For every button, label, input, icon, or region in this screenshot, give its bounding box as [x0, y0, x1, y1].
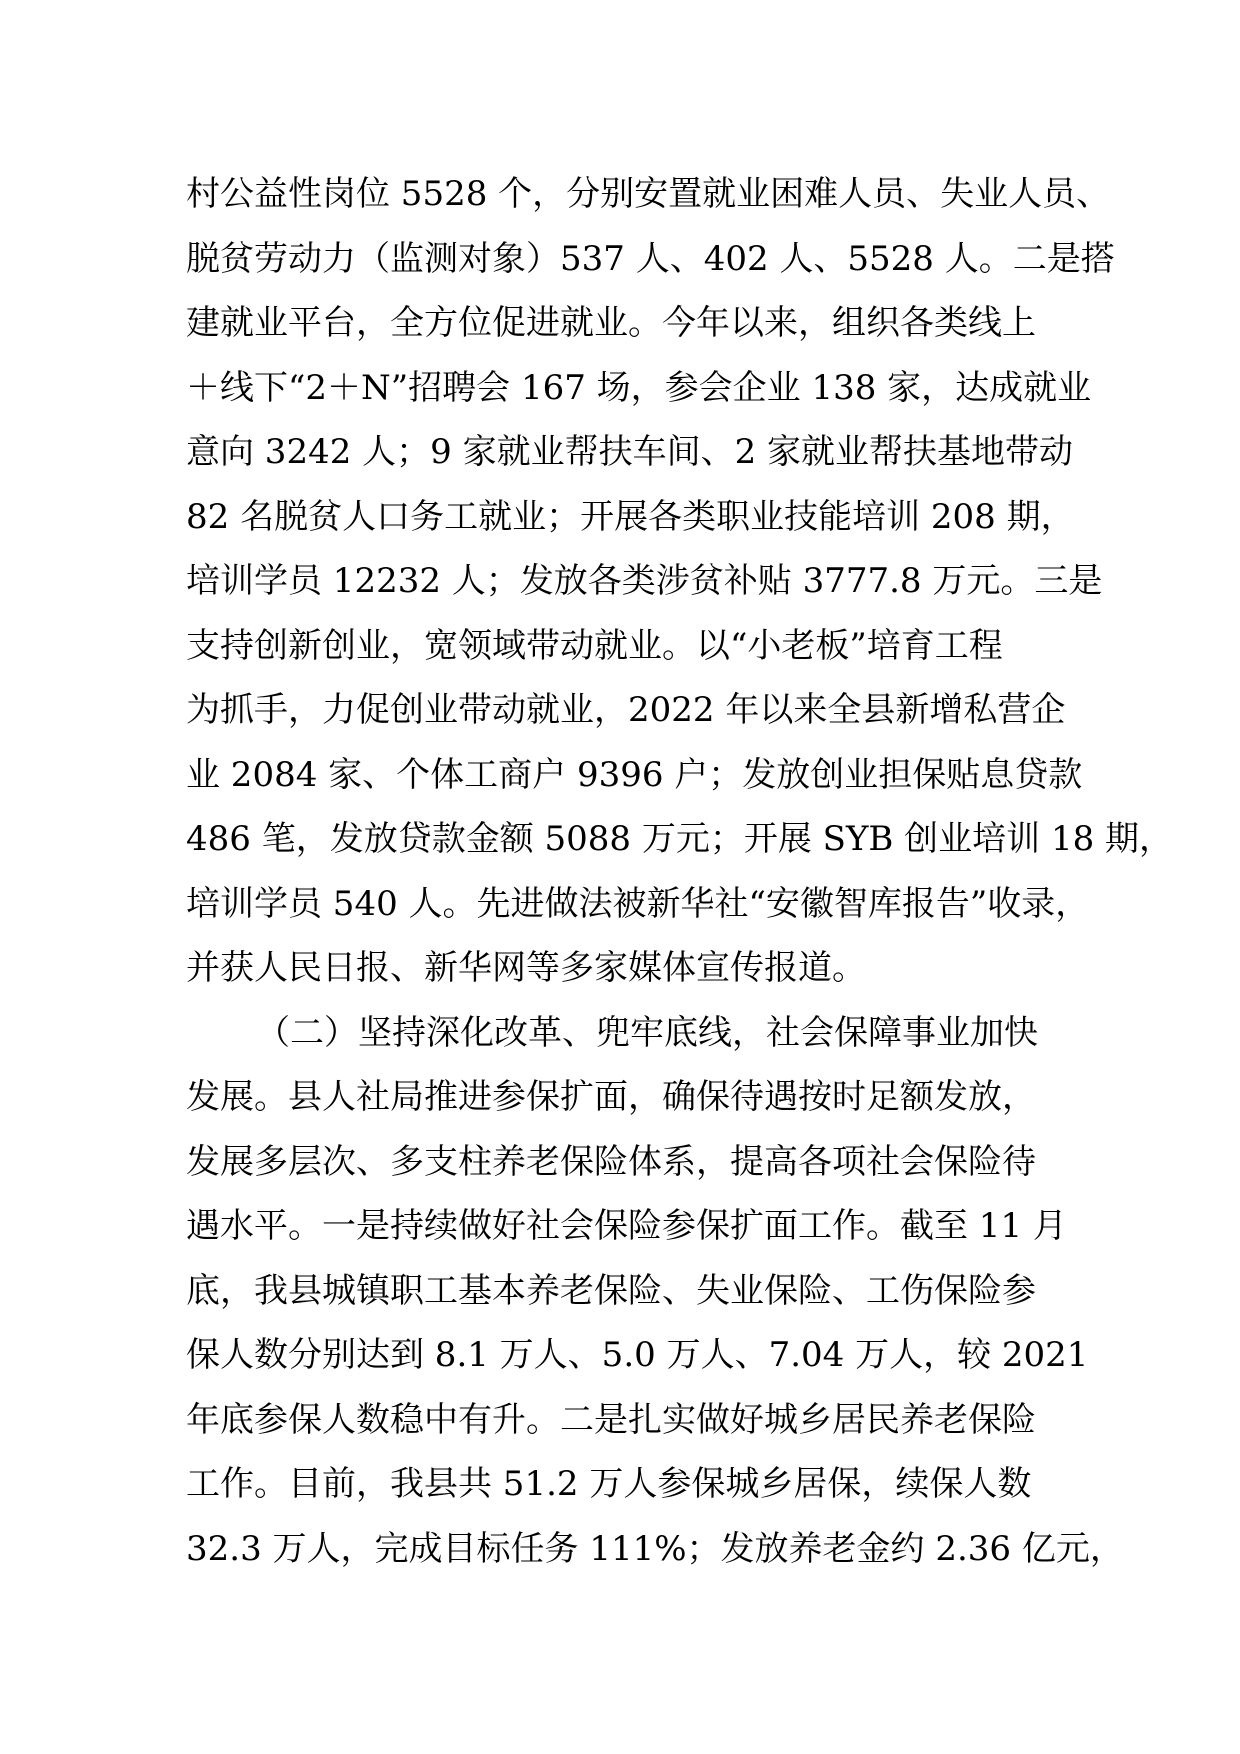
- text-line: 486 笔，发放贷款金额 5088 万元；开展 SYB 创业培训 18 期，: [186, 819, 1174, 859]
- text-line: 村公益性岗位 5528 个，分别安置就业困难人员、失业人员、: [186, 174, 1111, 214]
- text-line: 业 2084 家、个体工商户 9396 户；发放创业担保贴息贷款: [186, 754, 1083, 795]
- text-line: 发展多层次、多支柱养老保险体系，提高各项社会保险待: [186, 1141, 1036, 1182]
- text-line: 培训学员 12232 人；发放各类涉贫补贴 3777.8 万元。三是: [186, 561, 1103, 601]
- text-line: 建就业平台，全方位促进就业。今年以来，组织各类线上: [186, 303, 1036, 343]
- section-heading-line: （二）坚持深化改革、兜牢底线，社会保障事业加快: [256, 1012, 1038, 1053]
- text-line: 遇水平。一是持续做好社会保险参保扩面工作。截至 11 月: [186, 1206, 1067, 1246]
- text-line: 支持创新创业，宽领域带动就业。以“小老板”培育工程: [186, 625, 1003, 666]
- text-line: 年底参保人数稳中有升。二是扎实做好城乡居民养老保险: [186, 1399, 1036, 1440]
- text-line: 为抓手，力促创业带动就业，2022 年以来全县新增私营企: [186, 690, 1066, 730]
- text-line: 发展。县人社局推进参保扩面，确保待遇按时足额发放，: [186, 1077, 1036, 1117]
- text-line: 32.3 万人，完成目标任务 111%；发放养老金约 2.36 亿元，: [186, 1528, 1124, 1569]
- text-line: 底，我县城镇职工基本养老保险、失业保险、工伤保险参: [186, 1270, 1036, 1311]
- body-text: [186, 162, 1174, 1581]
- text-line: 意向 3242 人；9 家就业帮扶车间、2 家就业帮扶基地带动: [186, 432, 1074, 472]
- text-line: 并获人民日报、新华网等多家媒体宣传报道。: [186, 948, 866, 988]
- text-line: 脱贫劳动力（监测对象）537 人、402 人、5528 人。二是搭: [186, 238, 1115, 279]
- text-line: ＋线下“2＋N”招聘会 167 场，参会企业 138 家，达成就业: [186, 367, 1092, 408]
- text-line: 工作。目前，我县共 51.2 万人参保城乡居保，续保人数: [186, 1464, 1032, 1504]
- text-line: 保人数分别达到 8.1 万人、5.0 万人、7.04 万人，较 2021: [186, 1335, 1089, 1375]
- text-line: 82 名脱贫人口务工就业；开展各类职业技能培训 208 期，: [186, 496, 1075, 537]
- text-line: 培训学员 540 人。先进做法被新华社“安徽智库报告”收录，: [186, 883, 1090, 924]
